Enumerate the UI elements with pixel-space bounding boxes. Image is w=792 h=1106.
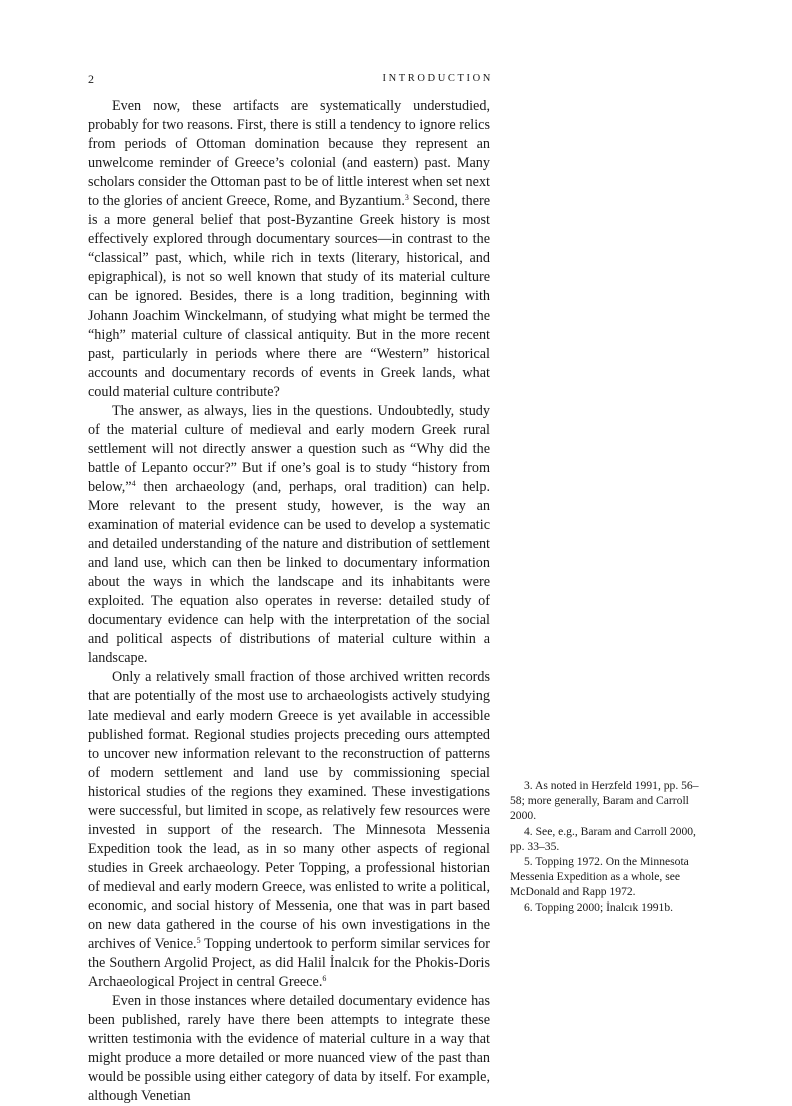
footnote: 6. Topping 2000; İnalcık 1991b.	[524, 900, 674, 914]
footnote-ref: 5	[196, 936, 201, 946]
text-run: The answer, as always, lies in the questions. Undoubtedly, study of the material culture of medieval and early modern Greek rural settlement will not directly answer a question such as “Why did the battle of Lepanto occur?” But if one’s goal is to study “history from below,”	[88, 402, 490, 495]
page-number: 2	[88, 72, 95, 86]
footnote: 3. As noted in Herzfeld 1991, pp. 56–58; more generally, Baram and Carroll 2000.	[510, 779, 699, 823]
text-run: Second, there is a more general belief that post-Byzantine Greek history is most effectively explored through documentary sources—in contrast to the “classical” past, which, while rich in texts (literary, historical, and epigraphical), is not so well known that study of its material culture can be ignored. Besides, there is a long tradition, beginning with Johann Joachim Winckelmann, of studying what might be termed the “high” material culture of classical antiquity. But in the more recent past, particularly in periods where there are “Western” historical accounts and documentary records of events in Greek lands, what could material culture contribute?	[88, 193, 490, 400]
text-run: Only a relatively small fraction of those archived written records that are potentially of the most use to archaeologists actively studying late medieval and early modern Greece is yet available in accessible published format. Regional studies projects preceding ours attempted to uncover new information relevant to the reconstruction of patterns of modern settlement and land use by commissioning special historical studies of the regions they examined. These investigations were successful, but limited in scope, as relatively few resources were invested in support of the research. The Minnesota Messenia Expedition took the lead, as in so many other aspects of regional studies in Greek archaeology. Peter Topping, a professional historian of medieval and early modern Greece, was enlisted to write a political, economic, and social history of Messenia, one that was in part based on new data gathered in the course of his own investigations in the archives of Venice.	[88, 669, 490, 953]
paragraph	[88, 402, 490, 669]
paragraph	[88, 668, 490, 992]
body-text	[88, 97, 490, 1106]
text-run: then archaeology (and, perhaps, oral tradition) can help. More relevant to the present study, however, is the way an examination of material evidence can be used to develop a systematic and detailed understanding of the nature and distribution of settlement and land use, which can then be linked to documentary information about the ways in which the landscape and its inhabitants were exploited. The equation also operates in reverse: detailed study of documentary evidence can help with the interpretation of the social and political aspects of distributions of material culture within a landscape.	[88, 478, 490, 667]
paragraph	[88, 992, 490, 1106]
text-run: Even now, these artifacts are systematically understudied, probably for two reasons. First, there is still a tendency to ignore relics from periods of Ottoman domination because they represent an unwelcome reminder of Greece’s colonial (and eastern) past. Many scholars consider the Ottoman past to be of little interest when set next to the glories of ancient Greece, Rome, and Byzantium.	[88, 98, 490, 210]
footnote-ref: 6	[322, 974, 327, 984]
footnote: 4. See, e.g., Baram and Carroll 2000, pp. 33–35.	[510, 824, 696, 853]
paragraph	[88, 97, 490, 402]
text-run: Even in those instances where detailed documentary evidence has been published, rarely have there been attempts to integrate these written testimonia with the evidence of material culture in a way that might produce a more detailed or more nuanced view of the past than would be possible using either category of data by itself. For example, although Venetian	[88, 993, 490, 1105]
footnote: 5. Topping 1972. On the Minnesota Messenia Expedition as a whole, see McDonald and Rapp 1972.	[510, 855, 689, 899]
footnote-ref: 4	[131, 478, 136, 488]
footnotes	[510, 778, 710, 915]
running-head: INTRODUCTION	[382, 73, 493, 84]
footnote-ref: 3	[404, 193, 409, 203]
text-run: Topping undertook to perform similar services for the Southern Argolid Project, as did Halil İnalcık for the Phokis-Doris Archaeological Project in central Greece.	[88, 936, 490, 991]
